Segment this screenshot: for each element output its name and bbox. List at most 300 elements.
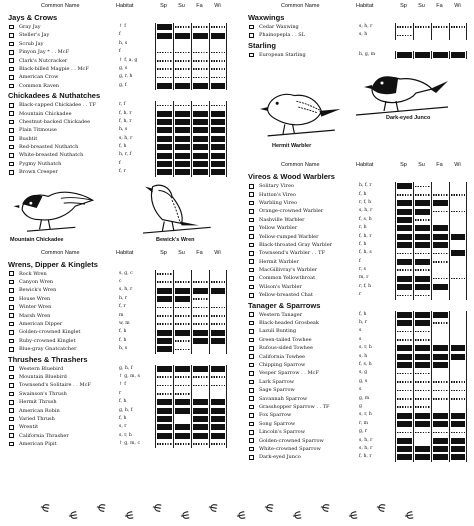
species-name: European Starling bbox=[259, 51, 306, 58]
checkbox[interactable] bbox=[249, 226, 254, 231]
habitat-code: s, h, r bbox=[359, 208, 373, 214]
habitat-code: f, h bbox=[119, 337, 127, 343]
season-bars bbox=[395, 327, 467, 335]
species-name: Wilson's Warbler bbox=[259, 283, 302, 290]
species-name: Mountain Chickadee bbox=[19, 110, 72, 117]
season-bars bbox=[395, 378, 467, 386]
season-fa-bar bbox=[431, 216, 449, 224]
season-fa-bar bbox=[431, 403, 449, 411]
header-season-su: Su bbox=[178, 249, 185, 256]
season-fa-bar bbox=[191, 73, 209, 81]
header-season-wi: Wi bbox=[454, 3, 461, 9]
season-sp-bar bbox=[155, 48, 173, 56]
season-wi-bar bbox=[209, 168, 227, 176]
season-wi-bar bbox=[449, 31, 467, 39]
season-su-bar bbox=[413, 283, 431, 291]
checkbox[interactable] bbox=[249, 285, 254, 290]
habitat-code: f, h bbox=[359, 311, 367, 317]
species-name: Lincoln's Sparrow bbox=[259, 429, 305, 436]
species-name: Steller's Jay bbox=[19, 32, 50, 39]
species-name: Black-billed Magpie . . McF bbox=[19, 65, 89, 72]
checkbox[interactable] bbox=[9, 162, 14, 167]
season-wi-bar bbox=[209, 295, 227, 303]
season-sp-bar bbox=[155, 73, 173, 81]
season-su-bar bbox=[173, 40, 191, 48]
checkbox[interactable] bbox=[9, 330, 14, 335]
season-sp-bar bbox=[395, 344, 413, 352]
checkbox[interactable] bbox=[249, 243, 254, 248]
season-bars bbox=[155, 432, 227, 440]
season-bars bbox=[395, 311, 467, 319]
season-su-bar bbox=[173, 423, 191, 431]
species-row bbox=[6, 48, 232, 56]
species-row bbox=[6, 23, 232, 31]
checkbox[interactable] bbox=[9, 433, 14, 438]
species-name: Sage Sparrow bbox=[259, 387, 295, 394]
season-su-bar bbox=[413, 258, 431, 266]
habitat-code: h, s bbox=[119, 40, 128, 46]
season-bars bbox=[155, 381, 227, 389]
species-name: Winter Wren bbox=[19, 304, 52, 311]
species-row bbox=[6, 312, 232, 320]
checkbox[interactable] bbox=[9, 42, 14, 47]
season-su-bar bbox=[173, 415, 191, 423]
checkbox[interactable] bbox=[9, 111, 14, 116]
season-bars bbox=[395, 420, 467, 428]
season-fa-bar bbox=[191, 126, 209, 134]
checkbox[interactable] bbox=[9, 408, 14, 413]
habitat-code: ↑ f bbox=[119, 24, 127, 29]
species-name: Black-throated Gray Warbler bbox=[259, 241, 333, 248]
bird-track-icon: Ψ bbox=[317, 502, 332, 513]
species-name: Swainson's Thrush bbox=[19, 390, 67, 397]
season-wi-bar bbox=[449, 420, 467, 428]
season-su-bar bbox=[413, 51, 431, 59]
season-fa-bar bbox=[191, 390, 209, 398]
checkbox[interactable] bbox=[9, 366, 14, 371]
season-wi-bar bbox=[449, 182, 467, 190]
species-row bbox=[246, 428, 472, 436]
season-fa-bar bbox=[191, 82, 209, 90]
species-row bbox=[6, 143, 232, 151]
checkbox[interactable] bbox=[249, 251, 254, 256]
season-wi-bar bbox=[449, 207, 467, 215]
season-su-bar bbox=[413, 216, 431, 224]
species-row bbox=[246, 386, 472, 394]
species-name: Yellow Warbler bbox=[259, 225, 298, 232]
checkbox[interactable] bbox=[249, 338, 254, 343]
species-row bbox=[6, 365, 232, 373]
checkbox[interactable] bbox=[249, 388, 254, 393]
season-bars bbox=[155, 110, 227, 118]
season-sp-bar bbox=[155, 168, 173, 176]
season-fa-bar bbox=[191, 57, 209, 65]
season-sp-bar bbox=[155, 143, 173, 151]
habitat-code: h, r bbox=[359, 320, 368, 326]
season-bars bbox=[155, 320, 227, 328]
bird-track-icon: Ψ bbox=[373, 502, 388, 513]
checkbox[interactable] bbox=[249, 53, 254, 58]
season-bars bbox=[155, 40, 227, 48]
species-row bbox=[6, 110, 232, 118]
checkbox[interactable] bbox=[249, 455, 254, 460]
season-wi-bar bbox=[449, 319, 467, 327]
season-wi-bar bbox=[449, 403, 467, 411]
checkbox[interactable] bbox=[9, 297, 14, 302]
checkbox[interactable] bbox=[9, 153, 14, 158]
season-fa-bar bbox=[191, 151, 209, 159]
season-wi-bar bbox=[209, 57, 227, 65]
checkbox[interactable] bbox=[9, 120, 14, 125]
checkbox[interactable] bbox=[249, 192, 254, 197]
season-wi-bar bbox=[209, 31, 227, 39]
species-name: Green-tailed Towhee bbox=[259, 336, 312, 343]
habitat-code: ↑ f, a, g bbox=[119, 57, 138, 63]
season-su-bar bbox=[173, 110, 191, 118]
season-su-bar bbox=[173, 407, 191, 415]
checkbox[interactable] bbox=[249, 184, 254, 189]
checkbox[interactable] bbox=[249, 413, 254, 418]
season-bars bbox=[155, 345, 227, 353]
season-fa-bar bbox=[431, 353, 449, 361]
species-name: Lark Sparrow bbox=[259, 378, 294, 385]
season-fa-bar bbox=[431, 395, 449, 403]
checkbox[interactable] bbox=[249, 293, 254, 298]
season-su-bar bbox=[173, 65, 191, 73]
season-fa-bar bbox=[431, 344, 449, 352]
season-wi-bar bbox=[209, 110, 227, 118]
habitat-code: m, r bbox=[359, 275, 369, 281]
species-row bbox=[246, 233, 472, 241]
species-row bbox=[246, 378, 472, 386]
season-su-bar bbox=[173, 312, 191, 320]
season-fa-bar bbox=[191, 48, 209, 56]
checkbox[interactable] bbox=[249, 201, 254, 206]
checkbox[interactable] bbox=[9, 75, 14, 80]
season-fa-bar bbox=[431, 311, 449, 319]
header-season-fa: Fa bbox=[436, 162, 443, 169]
season-wi-bar bbox=[209, 40, 227, 48]
habitat-code: f, h bbox=[359, 191, 367, 197]
column-header bbox=[6, 0, 232, 12]
season-fa-bar bbox=[431, 411, 449, 419]
checkbox[interactable] bbox=[249, 268, 254, 273]
season-wi-bar bbox=[209, 82, 227, 90]
checkbox[interactable] bbox=[9, 383, 14, 388]
season-sp-bar bbox=[155, 65, 173, 73]
checkbox[interactable] bbox=[249, 276, 254, 281]
checkbox[interactable] bbox=[9, 305, 14, 310]
section-vireos-wood-warblers bbox=[246, 171, 472, 299]
checkbox[interactable] bbox=[9, 67, 14, 72]
season-su-bar bbox=[413, 378, 431, 386]
habitat-code: s, r, h bbox=[359, 345, 372, 351]
species-name: California Towhee bbox=[259, 353, 306, 360]
season-fa-bar bbox=[191, 337, 209, 345]
habitat-code: ↑ f bbox=[119, 382, 127, 388]
checkbox[interactable] bbox=[9, 136, 14, 141]
checkbox[interactable] bbox=[249, 447, 254, 452]
header-season-sp: Sp bbox=[400, 3, 407, 9]
season-bars bbox=[395, 266, 467, 274]
checkbox[interactable] bbox=[249, 405, 254, 410]
checkbox[interactable] bbox=[9, 280, 14, 285]
season-su-bar bbox=[173, 270, 191, 278]
species-row bbox=[246, 182, 472, 190]
species-name: Ruby-crowned Kinglet bbox=[19, 337, 76, 344]
checkbox[interactable] bbox=[249, 354, 254, 359]
season-fa-bar bbox=[191, 328, 209, 336]
section-title: Thrushes & Thrashers bbox=[8, 354, 88, 364]
habitat-code: s, r, h bbox=[119, 432, 132, 438]
season-su-bar bbox=[173, 373, 191, 381]
species-row bbox=[246, 216, 472, 224]
section-title: Jays & Crows bbox=[8, 13, 58, 22]
season-bars bbox=[155, 295, 227, 303]
checkbox[interactable] bbox=[9, 313, 14, 318]
season-wi-bar bbox=[209, 118, 227, 126]
season-fa-bar bbox=[431, 336, 449, 344]
header-common-name: Common Name bbox=[281, 162, 320, 169]
season-sp-bar bbox=[155, 407, 173, 415]
bird-track-icon: Ψ bbox=[401, 510, 416, 521]
species-name: Canyon Wren bbox=[19, 279, 54, 286]
season-sp-bar bbox=[155, 398, 173, 406]
season-bars bbox=[155, 303, 227, 311]
season-sp-bar bbox=[155, 423, 173, 431]
checkbox[interactable] bbox=[9, 128, 14, 133]
checkbox[interactable] bbox=[9, 145, 14, 150]
species-name: Golden-crowned Sparrow bbox=[259, 437, 324, 444]
season-fa-bar bbox=[191, 381, 209, 389]
season-fa-bar bbox=[191, 135, 209, 143]
checkbox[interactable] bbox=[9, 170, 14, 175]
header-habitat: Habitat bbox=[356, 3, 374, 9]
species-row bbox=[6, 337, 232, 345]
season-sp-bar bbox=[395, 428, 413, 436]
season-bars bbox=[155, 286, 227, 294]
species-row bbox=[6, 373, 232, 381]
habitat-code: f, h bbox=[119, 399, 127, 405]
season-bars bbox=[395, 344, 467, 352]
species-row bbox=[6, 168, 232, 176]
season-su-bar bbox=[413, 191, 431, 199]
habitat-code: g, s bbox=[359, 378, 368, 384]
checkbox[interactable] bbox=[9, 271, 14, 276]
checkbox[interactable] bbox=[249, 422, 254, 427]
checkbox[interactable] bbox=[9, 288, 14, 293]
checkbox[interactable] bbox=[9, 442, 14, 447]
species-row bbox=[6, 270, 232, 278]
season-wi-bar bbox=[449, 216, 467, 224]
checkbox[interactable] bbox=[249, 312, 254, 317]
checkbox[interactable] bbox=[249, 396, 254, 401]
season-bars bbox=[155, 270, 227, 278]
species-name: Nashville Warbler bbox=[259, 216, 305, 223]
habitat-code: s, r, h bbox=[359, 412, 372, 418]
habitat-code: r, m bbox=[359, 420, 368, 426]
bird-track-icon: Ψ bbox=[37, 502, 52, 513]
species-name: Plain Titmouse bbox=[19, 127, 57, 134]
season-sp-bar bbox=[395, 182, 413, 190]
season-su-bar bbox=[413, 437, 431, 445]
checkbox[interactable] bbox=[249, 346, 254, 351]
season-wi-bar bbox=[449, 233, 467, 241]
habitat-code: f, h, s bbox=[359, 250, 372, 256]
checkbox[interactable] bbox=[249, 430, 254, 435]
checkbox[interactable] bbox=[249, 25, 254, 30]
checkbox[interactable] bbox=[249, 438, 254, 443]
checkbox[interactable] bbox=[9, 417, 14, 422]
season-bars bbox=[155, 151, 227, 159]
season-su-bar bbox=[413, 428, 431, 436]
season-wi-bar bbox=[449, 445, 467, 453]
season-bars bbox=[395, 291, 467, 299]
checkbox[interactable] bbox=[9, 103, 14, 108]
header-season-wi: Wi bbox=[214, 3, 221, 9]
season-bars bbox=[155, 390, 227, 398]
season-bars bbox=[395, 283, 467, 291]
season-wi-bar bbox=[209, 286, 227, 294]
species-name: White-breasted Nuthatch bbox=[19, 152, 84, 159]
species-name: Bewick's Wren bbox=[19, 287, 57, 294]
season-sp-bar bbox=[395, 199, 413, 207]
checkbox[interactable] bbox=[249, 371, 254, 376]
checkbox[interactable] bbox=[9, 33, 14, 38]
section-title: Vireos & Wood Warblers bbox=[248, 172, 335, 182]
season-fa-bar bbox=[431, 437, 449, 445]
habitat-code: w, m bbox=[119, 320, 130, 326]
species-row bbox=[246, 327, 472, 335]
habitat-code: s bbox=[359, 336, 362, 342]
season-su-bar bbox=[413, 266, 431, 274]
season-su-bar bbox=[173, 168, 191, 176]
season-wi-bar bbox=[209, 65, 227, 73]
checkbox[interactable] bbox=[9, 84, 14, 89]
season-bars bbox=[395, 191, 467, 199]
habitat-code: g, m bbox=[359, 395, 370, 401]
habitat-code: r, s bbox=[359, 267, 366, 273]
species-name: Grasshopper Sparrow . . TF bbox=[259, 403, 330, 410]
season-bars bbox=[155, 31, 227, 39]
header-habitat: Habitat bbox=[356, 162, 374, 169]
season-fa-bar bbox=[191, 65, 209, 73]
checkbox[interactable] bbox=[9, 50, 14, 55]
season-sp-bar bbox=[395, 224, 413, 232]
species-name: Orange-crowned Warbler bbox=[259, 208, 324, 215]
season-sp-bar bbox=[155, 365, 173, 373]
species-row bbox=[246, 411, 472, 419]
season-bars bbox=[395, 199, 467, 207]
checkbox[interactable] bbox=[9, 392, 14, 397]
season-bars bbox=[395, 445, 467, 453]
checkbox[interactable] bbox=[249, 363, 254, 368]
season-bars bbox=[155, 48, 227, 56]
checkbox[interactable] bbox=[9, 400, 14, 405]
checkbox[interactable] bbox=[9, 375, 14, 380]
season-sp-bar bbox=[395, 361, 413, 369]
checkbox[interactable] bbox=[9, 25, 14, 30]
species-row bbox=[246, 336, 472, 344]
header-season-fa: Fa bbox=[436, 3, 443, 9]
season-su-bar bbox=[173, 278, 191, 286]
season-bars bbox=[395, 336, 467, 344]
checkbox[interactable] bbox=[9, 347, 14, 352]
season-sp-bar bbox=[155, 345, 173, 353]
checkbox[interactable] bbox=[9, 322, 14, 327]
season-bars bbox=[395, 23, 467, 31]
season-wi-bar bbox=[449, 369, 467, 377]
season-fa-bar bbox=[431, 453, 449, 461]
species-row bbox=[246, 395, 472, 403]
checkbox[interactable] bbox=[249, 218, 254, 223]
season-sp-bar bbox=[155, 320, 173, 328]
season-bars bbox=[155, 373, 227, 381]
season-sp-bar bbox=[395, 336, 413, 344]
species-name: Lazuli Bunting bbox=[259, 328, 297, 335]
season-fa-bar bbox=[191, 398, 209, 406]
checkbox[interactable] bbox=[249, 33, 254, 38]
species-name: Brown Creeper bbox=[19, 169, 58, 176]
season-wi-bar bbox=[449, 378, 467, 386]
season-su-bar bbox=[173, 82, 191, 90]
checkbox[interactable] bbox=[9, 58, 14, 63]
season-sp-bar bbox=[155, 118, 173, 126]
season-sp-bar bbox=[155, 31, 173, 39]
checkbox[interactable] bbox=[9, 425, 14, 430]
habitat-code: s, h, r bbox=[359, 445, 373, 451]
season-fa-bar bbox=[431, 31, 449, 39]
checkbox[interactable] bbox=[249, 380, 254, 385]
header-habitat: Habitat bbox=[116, 3, 134, 9]
habitat-code: h, f, r bbox=[359, 183, 372, 189]
season-bars bbox=[395, 411, 467, 419]
checkbox[interactable] bbox=[249, 234, 254, 239]
season-fa-bar bbox=[431, 428, 449, 436]
season-fa-bar bbox=[431, 327, 449, 335]
season-su-bar bbox=[173, 337, 191, 345]
season-fa-bar bbox=[191, 278, 209, 286]
season-fa-bar bbox=[431, 233, 449, 241]
season-fa-bar bbox=[191, 365, 209, 373]
habitat-code: f bbox=[119, 49, 121, 55]
species-name: Hermit Thrush bbox=[19, 399, 57, 406]
season-wi-bar bbox=[209, 337, 227, 345]
checkbox[interactable] bbox=[9, 339, 14, 344]
habitat-code: s, h, r bbox=[359, 437, 373, 443]
species-row bbox=[6, 40, 232, 48]
section-title: Waxwings bbox=[248, 13, 285, 22]
season-fa-bar bbox=[431, 258, 449, 266]
season-fa-bar bbox=[191, 345, 209, 353]
season-sp-bar bbox=[155, 312, 173, 320]
section-title: Wrens, Dipper & Kinglets bbox=[8, 259, 98, 269]
checkbox[interactable] bbox=[249, 329, 254, 334]
season-sp-bar bbox=[395, 51, 413, 59]
season-fa-bar bbox=[191, 168, 209, 176]
illustration-caption: Mountain Chickadee bbox=[10, 236, 64, 243]
checkbox[interactable] bbox=[249, 209, 254, 214]
season-bars bbox=[395, 353, 467, 361]
season-bars bbox=[395, 249, 467, 257]
season-fa-bar bbox=[191, 320, 209, 328]
checkbox[interactable] bbox=[249, 259, 254, 264]
season-su-bar bbox=[413, 199, 431, 207]
species-row bbox=[6, 423, 232, 431]
season-fa-bar bbox=[191, 295, 209, 303]
checkbox[interactable] bbox=[249, 321, 254, 326]
season-bars bbox=[155, 440, 227, 448]
